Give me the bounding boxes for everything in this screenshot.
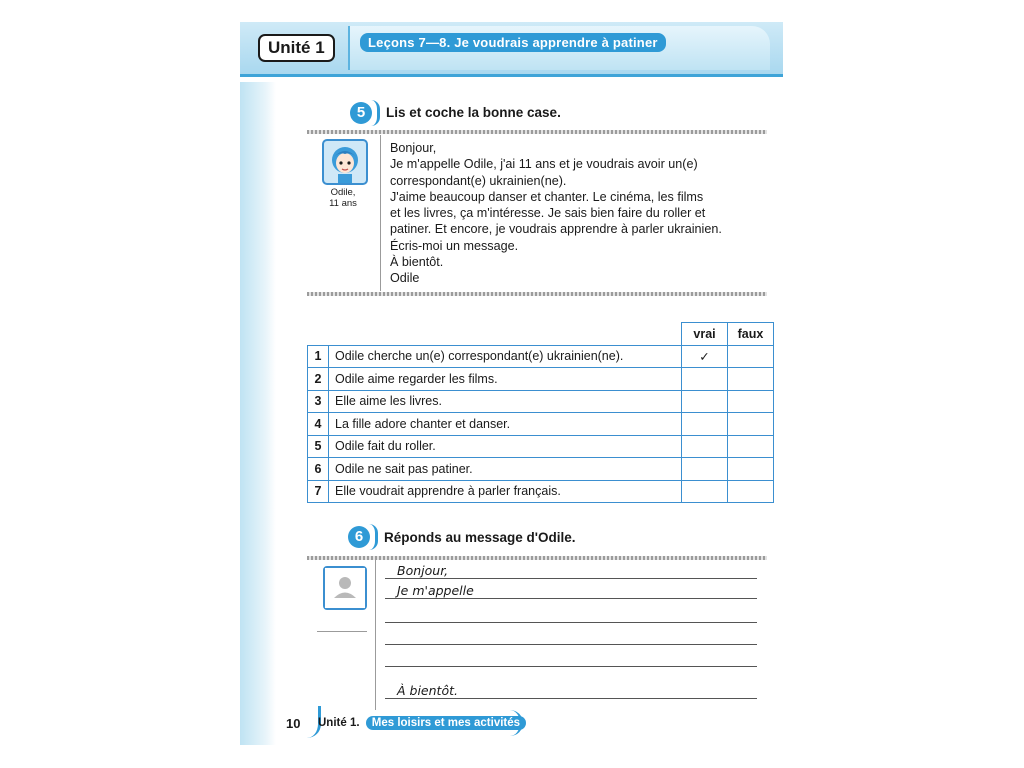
footer-unit: Unité 1. <box>318 717 360 729</box>
vrai-checkbox[interactable] <box>682 435 728 458</box>
letter-line: Bonjour, <box>390 141 437 155</box>
exercise-5-instruction: Lis et coche la bonne case. <box>386 105 561 120</box>
workbook-page <box>240 22 783 745</box>
table-row <box>308 458 774 481</box>
letter-line: Odile <box>390 271 420 286</box>
letter-line: J'aime beaucoup danser et chanter. Le cinéma, les films <box>390 189 704 204</box>
unit-badge: Unité 1 <box>258 34 335 62</box>
vrai-checkbox[interactable]: ✓ <box>682 345 728 368</box>
faux-checkbox[interactable] <box>728 413 774 436</box>
vrai-checkbox[interactable] <box>682 368 728 391</box>
side-band <box>240 82 276 745</box>
letter-divider <box>380 135 381 291</box>
avatar-caption <box>310 187 376 209</box>
caption-age: 11 ans <box>329 198 357 209</box>
writing-line[interactable] <box>385 698 757 699</box>
page-header <box>240 22 783 77</box>
footer-label <box>318 717 526 729</box>
row-number: 3 <box>308 390 329 413</box>
row-statement: Odile fait du roller. <box>329 435 682 458</box>
row-statement: La fille adore chanter et danser. <box>329 413 682 436</box>
row-number: 1 <box>308 345 329 368</box>
footer-section-title: Mes loisirs et mes activités <box>366 716 526 730</box>
handwritten-closing: À bientôt. <box>397 683 458 698</box>
lesson-title: Leçons 7—8. Je voudrais apprendre à patiner <box>360 33 666 52</box>
writing-line[interactable] <box>385 578 757 579</box>
footer-bracket <box>508 710 523 736</box>
person-placeholder-icon <box>323 566 367 610</box>
table-row <box>308 345 774 368</box>
vrai-checkbox[interactable] <box>682 458 728 481</box>
vrai-checkbox[interactable] <box>682 480 728 503</box>
exercise-6-instruction: Réponds au message d'Odile. <box>384 530 576 545</box>
row-number: 2 <box>308 368 329 391</box>
top-divider <box>307 130 767 134</box>
letter-line: Écris-moi un message. <box>390 238 519 253</box>
letter-line: patiner. Et encore, je voudrais apprendre à parler ukrainien. <box>390 222 722 237</box>
true-false-table <box>307 322 774 503</box>
answer-divider <box>375 558 376 710</box>
letter-line: À bientôt. <box>390 255 444 270</box>
faux-checkbox[interactable] <box>728 435 774 458</box>
exercise-6-number: 6 <box>348 526 370 548</box>
letter-line: et les livres, ça m'intéresse. Je sais bien faire du roller et <box>390 206 706 221</box>
faux-checkbox[interactable] <box>728 390 774 413</box>
row-number: 6 <box>308 458 329 481</box>
row-statement: Odile ne sait pas patiner. <box>329 458 682 481</box>
page-number: 10 <box>286 716 301 731</box>
faux-checkbox[interactable] <box>728 480 774 503</box>
exercise-5-number: 5 <box>350 102 372 124</box>
writing-line[interactable] <box>385 598 757 599</box>
row-number: 4 <box>308 413 329 436</box>
col-faux-header: faux <box>728 323 774 346</box>
faux-checkbox[interactable] <box>728 458 774 481</box>
row-statement: Odile cherche un(e) correspondant(e) ukrainien(ne). <box>329 345 682 368</box>
handwritten-intro: Je m'appelle <box>397 583 474 598</box>
writing-line[interactable] <box>385 666 757 667</box>
writing-line[interactable] <box>385 622 757 623</box>
writing-line[interactable] <box>385 644 757 645</box>
table-row <box>308 413 774 436</box>
letter-line: correspondant(e) ukrainien(ne). <box>390 173 567 188</box>
col-vrai-header: vrai <box>682 323 728 346</box>
girl-avatar-icon <box>322 139 368 185</box>
letter-bottom-divider <box>307 292 767 296</box>
letter-line: Je m'appelle Odile, j'ai 11 ans et je voudrais avoir un(e) <box>390 157 698 172</box>
table-row <box>308 390 774 413</box>
row-number: 7 <box>308 480 329 503</box>
row-statement: Elle voudrait apprendre à parler français. <box>329 480 682 503</box>
vrai-checkbox[interactable] <box>682 413 728 436</box>
table-row <box>308 480 774 503</box>
faux-checkbox[interactable] <box>728 368 774 391</box>
letter-text <box>390 140 762 287</box>
faux-checkbox[interactable] <box>728 345 774 368</box>
page-footer <box>240 710 783 745</box>
caption-name: Odile, <box>330 187 356 198</box>
table-row <box>308 368 774 391</box>
answer-area <box>307 552 767 710</box>
vrai-checkbox[interactable] <box>682 390 728 413</box>
row-statement: Odile aime regarder les films. <box>329 368 682 391</box>
handwritten-greeting: Bonjour, <box>397 563 449 578</box>
caption-blank-line <box>317 631 367 632</box>
row-number: 5 <box>308 435 329 458</box>
row-statement: Elle aime les livres. <box>329 390 682 413</box>
table-row <box>308 435 774 458</box>
